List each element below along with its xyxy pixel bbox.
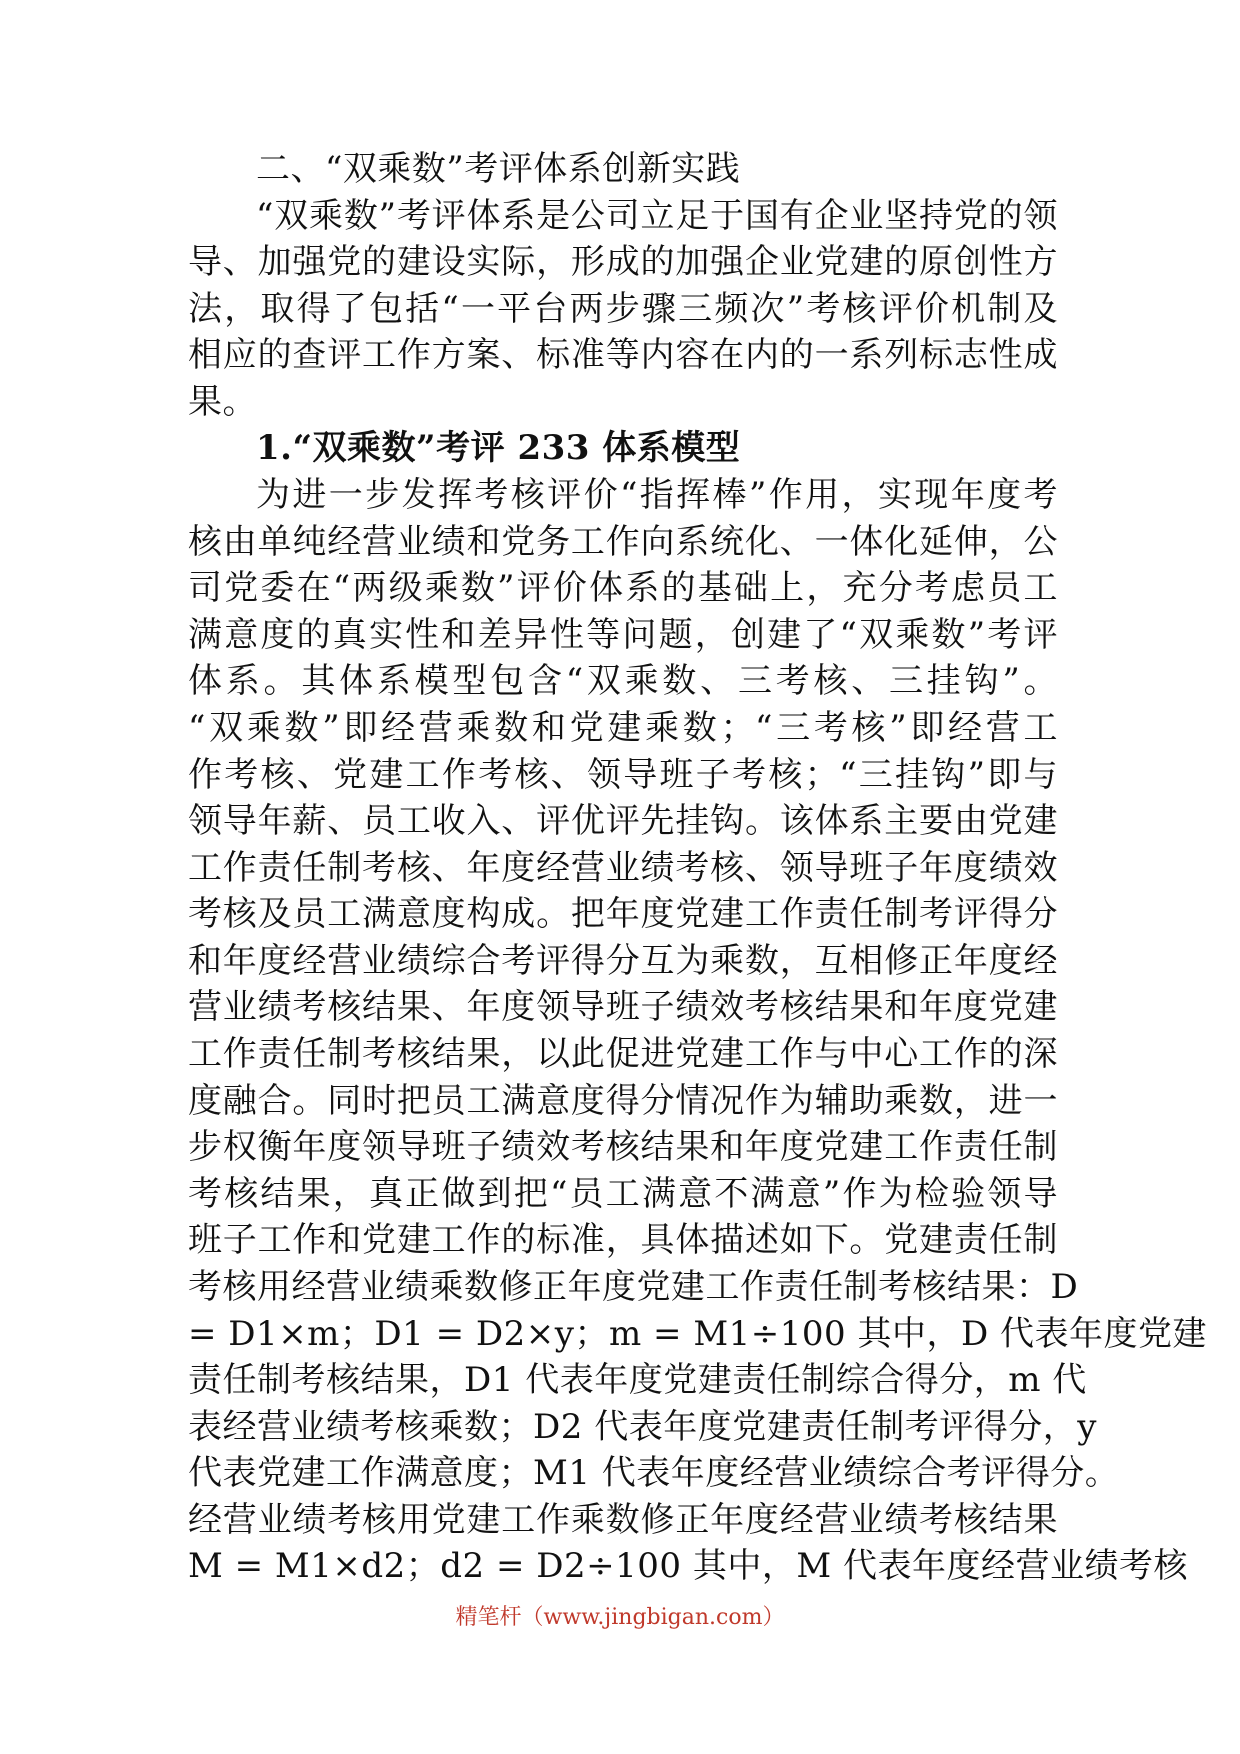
paragraph-line: 度融合。同时把员工满意度得分情况作为辅助乘数，进一 bbox=[188, 1080, 1058, 1121]
paragraph-line: 核由单纯经营业绩和党务工作向系统化、一体化延伸，公 bbox=[188, 521, 1058, 562]
paragraph-line: M = M1×d2；d2 = D2÷100 其中，M 代表年度经营业绩考核 bbox=[188, 1546, 1188, 1587]
paragraph-line: 经营业绩考核用党建工作乘数修正年度经营业绩考核结果 bbox=[188, 1499, 1058, 1540]
paragraph-line: 领导年薪、员工收入、评优评先挂钩。该体系主要由党建 bbox=[188, 801, 1058, 842]
paragraph-line: 考核及员工满意度构成。把年度党建工作责任制考评得分 bbox=[188, 894, 1058, 935]
paragraph-line: “双乘数”即经营乘数和党建乘数；“三考核”即经营工 bbox=[188, 707, 1058, 748]
paragraph-line: 表经营业绩考核乘数；D2 代表年度党建责任制考评得分，y bbox=[188, 1406, 1097, 1447]
paragraph-line: 考核结果，真正做到把“员工满意不满意”作为检验领导 bbox=[188, 1173, 1058, 1214]
paragraph-line: 满意度的真实性和差异性等问题，创建了“双乘数”考评 bbox=[188, 614, 1058, 655]
paragraph-line: 作考核、党建工作考核、领导班子考核；“三挂钩”即与 bbox=[188, 754, 1058, 795]
paragraph-line: 体系。其体系模型包含“双乘数、三考核、三挂钩”。 bbox=[188, 661, 1058, 702]
paragraph-line: 法，取得了包括“一平台两步骤三频次”考核评价机制及 bbox=[188, 288, 1058, 329]
section-heading: 二、“双乘数”考评体系创新实践 bbox=[256, 149, 741, 189]
paragraph-line: = D1×m；D1 = D2×y；m = M1÷100 其中，D 代表年度党建 bbox=[188, 1313, 1208, 1354]
paragraph-line: 相应的查评工作方案、标准等内容在内的一系列标志性成 bbox=[188, 335, 1058, 376]
paragraph-line: 导、加强党的建设实际，形成的加强企业党建的原创性方 bbox=[188, 242, 1058, 283]
paragraph-line: 和年度经营业绩综合考评得分互为乘数，互相修正年度经 bbox=[188, 940, 1058, 981]
paragraph-line: 考核用经营业绩乘数修正年度党建工作责任制考核结果：D bbox=[188, 1266, 1079, 1307]
paragraph-line: 司党委在“两级乘数”评价体系的基础上，充分考虑员工 bbox=[188, 568, 1058, 609]
paragraph-line: 班子工作和党建工作的标准，具体描述如下。党建责任制 bbox=[188, 1220, 1058, 1261]
watermark-footer: 精笔杆（www.jingbigan.com） bbox=[455, 1605, 785, 1630]
paragraph-line: “双乘数”考评体系是公司立足于国有企业坚持党的领 bbox=[256, 195, 1058, 236]
paragraph-line: 工作责任制考核、年度经营业绩考核、领导班子年度绩效 bbox=[188, 847, 1058, 888]
paragraph-line: 代表党建工作满意度；M1 代表年度经营业绩综合考评得分。 bbox=[188, 1453, 1120, 1494]
paragraph-line: 步权衡年度领导班子绩效考核结果和年度党建工作责任制 bbox=[188, 1127, 1058, 1168]
paragraph-line: 果。 bbox=[188, 381, 257, 422]
paragraph-line: 为进一步发挥考核评价“指挥棒”作用，实现年度考 bbox=[256, 475, 1058, 516]
paragraph-line: 工作责任制考核结果，以此促进党建工作与中心工作的深 bbox=[188, 1034, 1058, 1075]
subsection-heading: 1.“双乘数”考评 233 体系模型 bbox=[256, 428, 741, 469]
paragraph-line: 责任制考核结果，D1 代表年度党建责任制综合得分，m 代 bbox=[188, 1360, 1087, 1401]
paragraph-line: 营业绩考核结果、年度领导班子绩效考核结果和年度党建 bbox=[188, 987, 1058, 1028]
